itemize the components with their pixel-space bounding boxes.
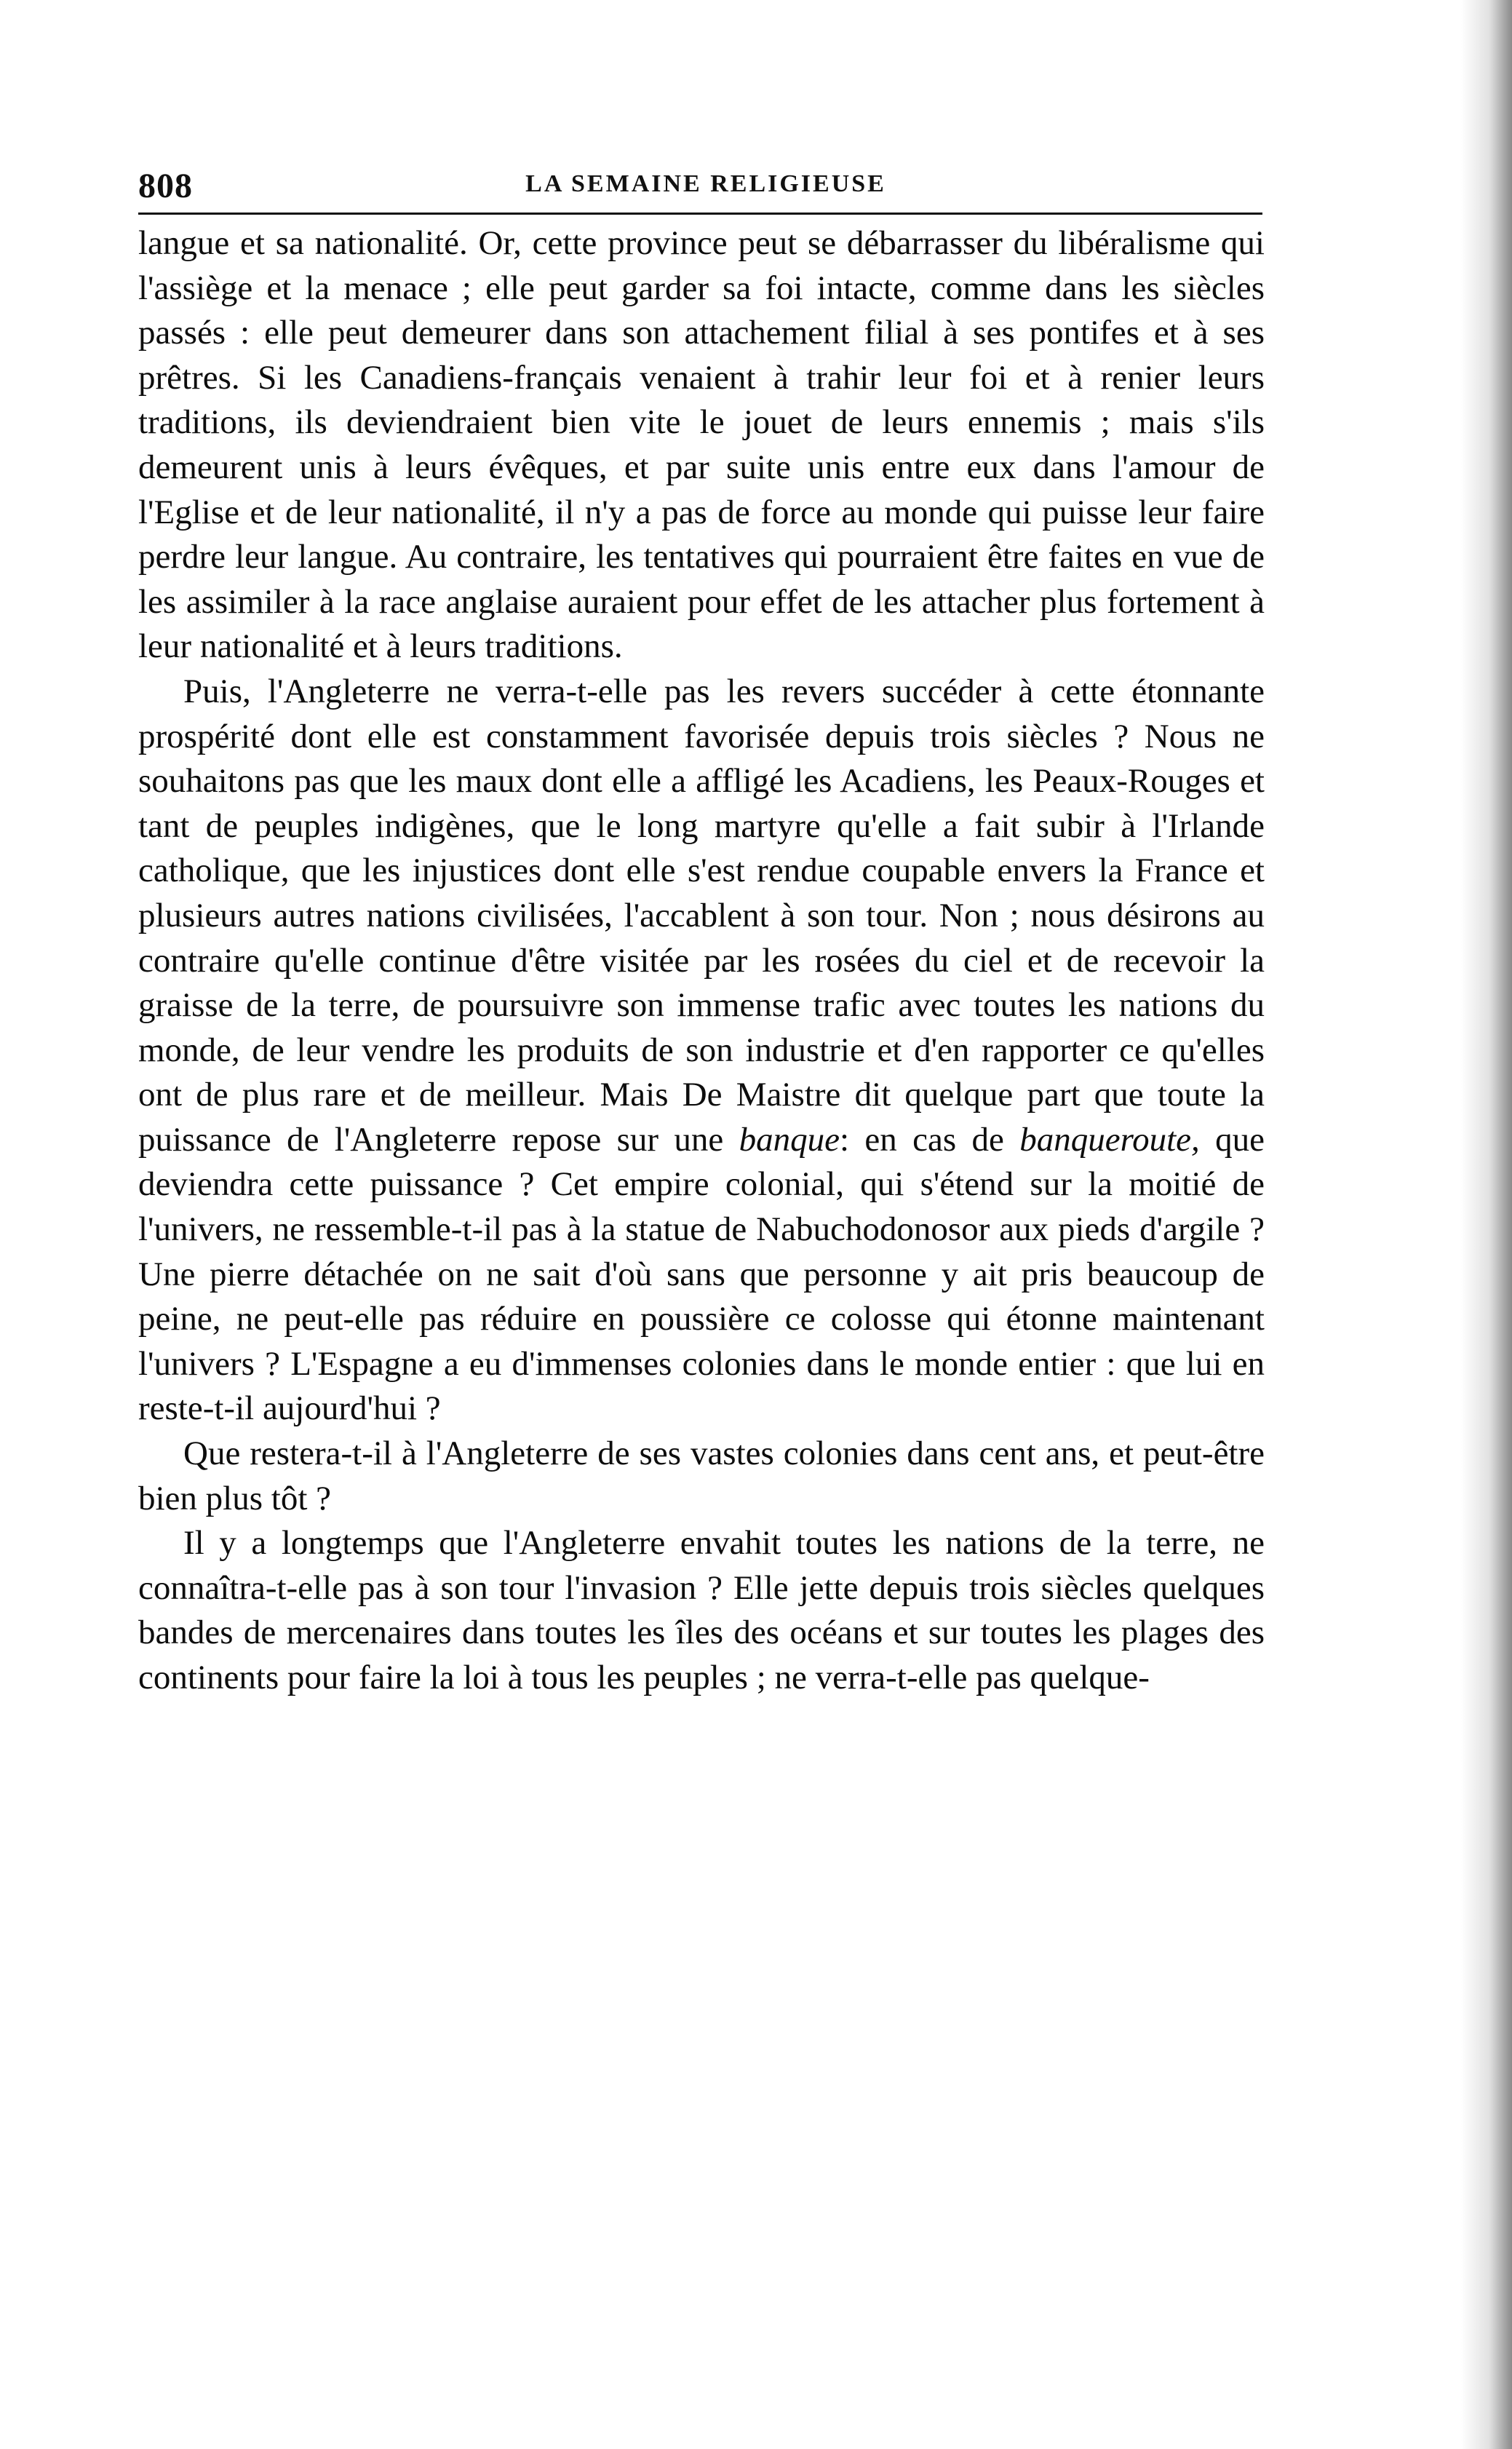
paragraph-2-text-b: : en cas de (840, 1120, 1004, 1159)
page-header (138, 166, 1273, 210)
paragraph-2-text-a: Puis, l'Angleterre ne verra-t-elle pas les revers succéder à cette étonnante prospérité dont elle est constamment favorisée depuis trois siècles ? Nous ne souhaitons pas que les maux dont elle a affligé les Acadiens, les Peaux-Rouges et tant de peuples indigènes, que le long martyre qu'elle a fait subir à l'Irlande catholique, que les injustices dont elle s'est rendue coupable envers la France et plusieurs autres nations civilisées, l'accablent à son tour. Non ; nous désirons au contraire qu'elle continue d'être visitée par les rosées du ciel et de recevoir la graisse de la terre, de poursuivre son immense trafic avec toutes les nations du monde, de leur vendre les produits de son industrie et d'en rapporter ce qu'elles ont de plus rare et de meilleur. Mais De Maistre dit quelque part que toute la puissance de l'Angleterre repose sur une (138, 672, 1265, 1159)
running-title: LA SEMAINE RELIGIEUSE (525, 170, 886, 197)
paragraph-2-italic-banqueroute: banqueroute, (1019, 1120, 1200, 1159)
body-text (138, 221, 1265, 1701)
page-edge-shadow (1461, 0, 1512, 2449)
paragraph-2-text-c: que deviendra cette puissance ? Cet empire colonial, qui s'étend sur la moitié de l'univers, ne ressemble-t-il pas à la statue de Nabuchodonosor aux pieds d'argile ? Une pierre détachée on ne sait d'où sans que personne y ait pris beaucoup de peine, ne peut-elle pas réduire en poussière ce colosse qui étonne maintenant l'univers ? L'Espagne a eu d'immenses colonies dans le monde entier : que lui en reste-t-il aujourd'hui ? (138, 1120, 1265, 1428)
paragraph-2 (138, 670, 1265, 1432)
paragraph-2-italic-banque: banque (739, 1120, 840, 1159)
paragraph-3: Que restera-t-il à l'Angleterre de ses vastes colonies dans cent ans, et peut-être bien plus tôt ? (138, 1434, 1265, 1517)
paragraph-1: langue et sa nationalité. Or, cette province peut se débarrasser du libéralisme qui l'assiège et la menace ; elle peut garder sa foi intacte, comme dans les siècles passés : elle peut demeurer dans son attachement filial à ses pontifes et à ses prêtres. Si les Canadiens-français venaient à trahir leur foi et à renier leurs traditions, ils deviendraient bien vite le jouet de leurs ennemis ; mais s'ils demeurent unis à leurs évêques, et par suite unis entre eux dans l'amour de l'Eglise et de leur nationalité, il n'y a pas de force au monde qui puisse leur faire perdre leur langue. Au contraire, les tentatives qui pourraient être faites en vue de les assimiler à la race anglaise auraient pour effet de les attacher plus fortement à leur nationalité et à leurs traditions. (138, 224, 1265, 666)
paragraph-4: Il y a longtemps que l'Angleterre envahit toutes les nations de la terre, ne connaîtra-t-elle pas à son tour l'invasion ? Elle jette depuis trois siècles quelques bandes de mercenaires dans toutes les îles des océans et sur toutes les plages des continents pour faire la loi à tous les peuples ; ne verra-t-elle pas quelque- (138, 1524, 1265, 1696)
page-number: 808 (138, 167, 193, 205)
header-rule (138, 213, 1262, 215)
